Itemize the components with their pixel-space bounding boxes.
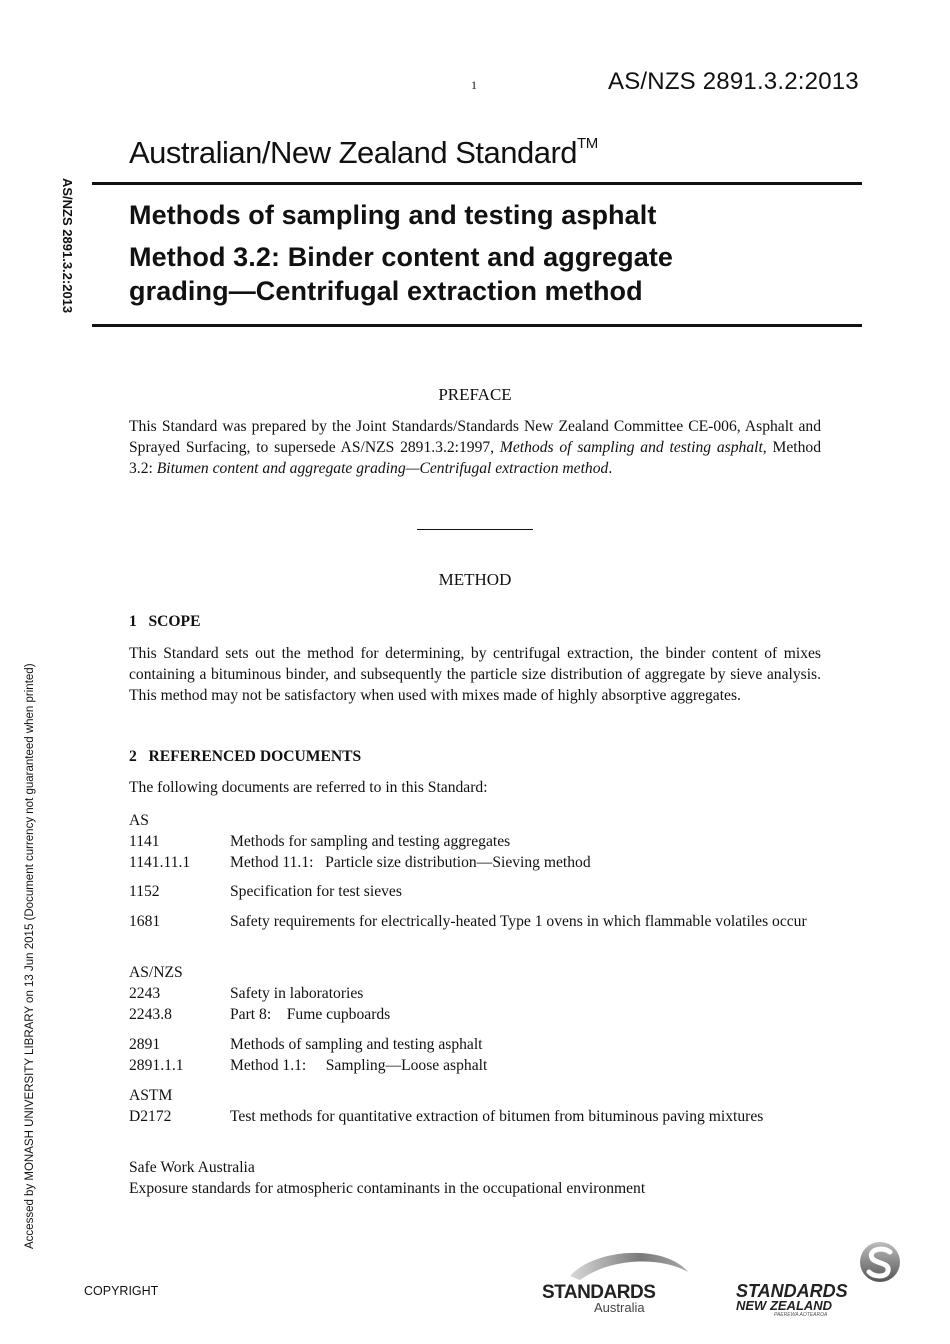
ref-row (129, 831, 821, 852)
ref-title: Specification for test sieves (230, 883, 402, 900)
document-title-line-3: grading—Centrifugal extraction method (129, 276, 643, 306)
ref-row (129, 881, 821, 902)
ref-group-label: AS/NZS (129, 964, 183, 981)
standard-code: AS/NZS 2891.3.2:2013 (608, 68, 859, 95)
ref-row (129, 852, 821, 873)
referenced-documents-heading: 2 REFERENCED DOCUMENTS (129, 748, 362, 765)
preface-paragraph (129, 416, 821, 479)
logo-sa-subtitle: Australia (594, 1300, 645, 1315)
ref-group-1152 (129, 881, 821, 902)
standards-new-zealand-logo (734, 1240, 902, 1316)
scope-heading: 1 SCOPE (129, 613, 201, 630)
ref-group-2891 (129, 1034, 821, 1076)
preface-text-1: This Standard was prepared by the Joint Standards/Standards New Zealand Committee CE-006, Asphalt and Sprayed Surfacing, to supersede AS/NZS 2891.3.2:1997, (129, 418, 821, 456)
access-watermark: Accessed by MONASH UNIVERSITY LIBRARY on 13 Jun 2015 (Document currency not guaranteed when printed) (24, 663, 36, 1249)
ref-number: D2172 (129, 1108, 172, 1125)
document-title-line-2: Method 3.2: Binder content and aggregate (129, 242, 674, 272)
preface-italic-1: Methods of sampling and testing asphalt (499, 439, 763, 456)
ref-group-asnzs (129, 962, 821, 1025)
ref-group-safe-work-australia (129, 1157, 821, 1199)
logo-snz-line-1: STANDARDS (736, 1281, 848, 1301)
ref-row (129, 1055, 821, 1076)
ref-row (129, 1106, 821, 1127)
ref-number: 2243.8 (129, 1006, 172, 1023)
preface-heading: PREFACE (438, 385, 512, 404)
scope-paragraph: This Standard sets out the method for determining, by centrifugal extraction, the binder content of mixes containing a bituminous binder, and subsequently the particle size distribution of aggregate by sieve analysis. This method may not be satisfactory when used with mixes made of highly absorptive aggregates. (129, 645, 821, 704)
ref-group-label: ASTM (129, 1087, 173, 1104)
ref-row (129, 911, 821, 932)
standards-australia-logo (540, 1246, 692, 1316)
method-heading: METHOD (438, 570, 512, 589)
referenced-documents-intro: The following documents are referred to in this Standard: (129, 779, 488, 796)
section-divider (417, 529, 533, 530)
preface-text-3: . (608, 460, 613, 477)
document-title-line-1: Methods of sampling and testing asphalt (129, 200, 657, 230)
ref-number: 2891 (129, 1036, 161, 1053)
page-number: 1 (471, 78, 477, 92)
ref-title: Part 8: Fume cupboards (230, 1006, 391, 1023)
org-title (129, 135, 598, 171)
copyright-label: COPYRIGHT (84, 1284, 159, 1298)
swoosh-icon (570, 1253, 688, 1280)
trademark-mark: TM (577, 134, 598, 152)
ref-row (129, 983, 821, 1004)
preface-italic-2: Bitumen content and aggregate grading—Centrifugal extraction method (156, 460, 609, 477)
title-rule-top (92, 182, 862, 185)
ref-row (129, 1034, 821, 1055)
ref-title: Method 11.1: Particle size distribution—Sieving method (230, 854, 591, 871)
ref-number: 1681 (129, 913, 161, 930)
org-title-text: Australian/New Zealand Standard (129, 135, 578, 170)
ref-group-1681 (129, 911, 821, 932)
ref-title: Safety in laboratories (230, 985, 364, 1002)
ref-title: Exposure standards for atmospheric contaminants in the occupational environment (129, 1180, 646, 1197)
ref-row (129, 1004, 821, 1025)
snz-emblem-icon (860, 1242, 900, 1282)
ref-number: 1152 (129, 883, 160, 900)
ref-group-label: Safe Work Australia (129, 1159, 255, 1176)
ref-title: Method 1.1: Sampling—Loose asphalt (230, 1057, 488, 1074)
title-rule-bottom (92, 324, 862, 327)
logo-snz-subtitle: PAEREWA AOTEAROA (774, 1312, 828, 1316)
ref-number: 1141.11.1 (129, 854, 191, 871)
preface-text-2: , Method 3.2: (129, 439, 821, 477)
ref-title: Methods of sampling and testing asphalt (230, 1036, 483, 1053)
logo-snz-line-2: NEW ZEALAND (736, 1298, 833, 1313)
ref-title: Methods for sampling and testing aggregates (230, 833, 511, 850)
ref-number: 2891.1.1 (129, 1057, 184, 1074)
ref-title: Safety requirements for electrically-heated Type 1 ovens in which flammable volatiles occur (230, 913, 807, 930)
ref-title: Test methods for quantitative extraction of bitumen from bituminous paving mixtures (230, 1108, 764, 1125)
ref-group-label: AS (129, 812, 149, 829)
logo-sa-wordmark: STANDARDS (542, 1282, 656, 1303)
ref-number: 1141 (129, 833, 160, 850)
side-standard-code: AS/NZS 2891.3.2:2013 (60, 178, 75, 314)
ref-group-astm (129, 1085, 821, 1127)
ref-group-as (129, 810, 821, 873)
ref-number: 2243 (129, 985, 161, 1002)
